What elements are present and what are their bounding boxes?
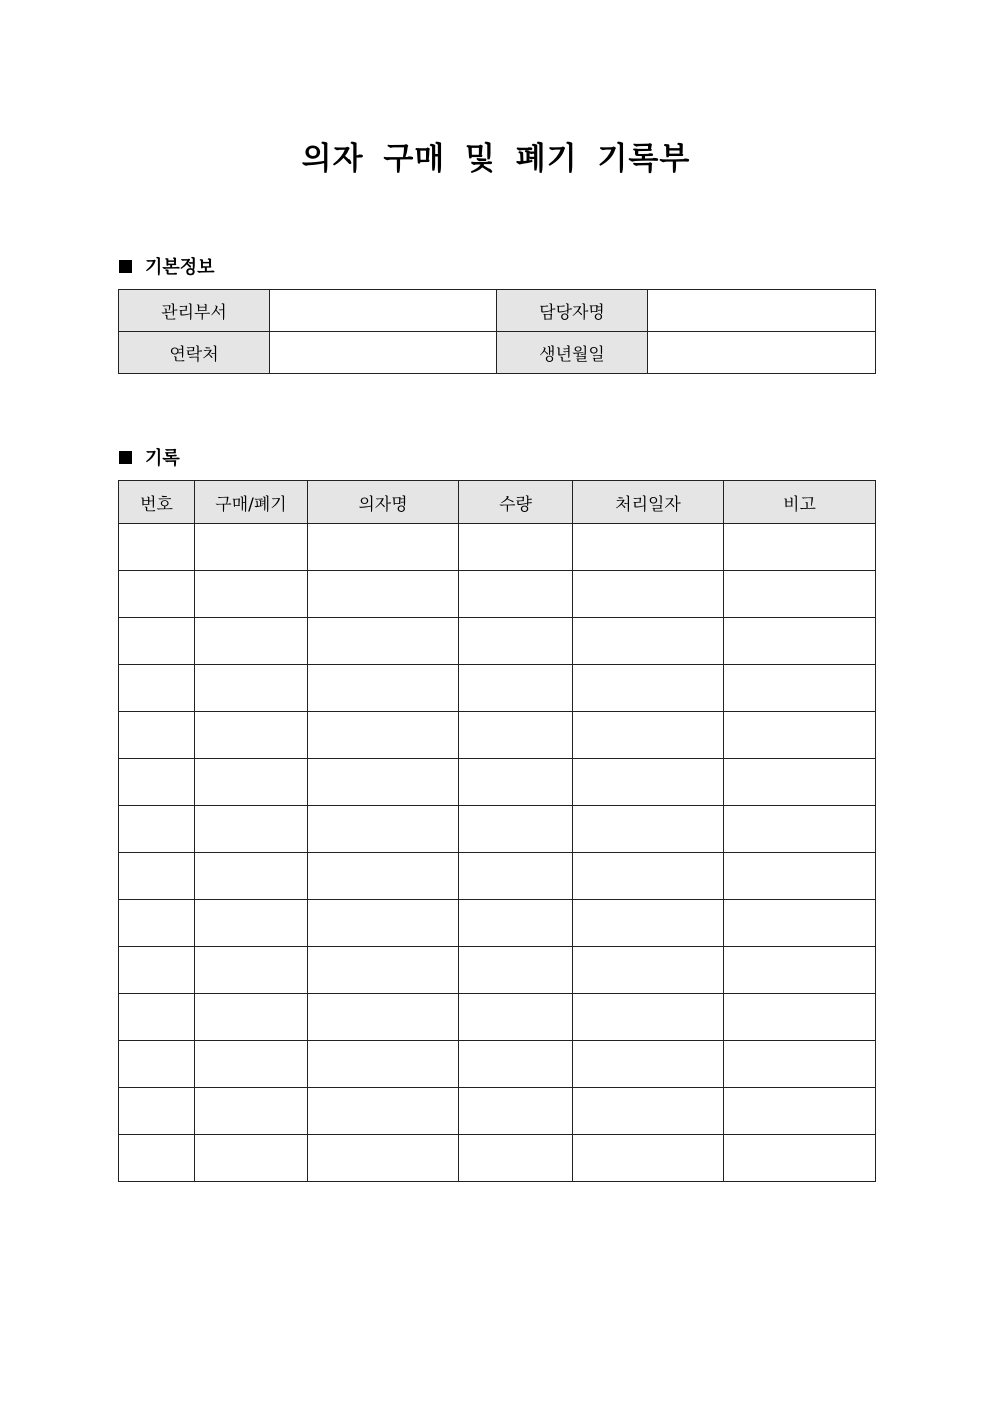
number-cell[interactable]	[119, 1088, 195, 1135]
chair-name-cell[interactable]	[308, 994, 459, 1041]
table-row	[119, 665, 876, 712]
contact-field[interactable]	[270, 332, 497, 374]
chair-name-cell[interactable]	[308, 1088, 459, 1135]
records-body	[119, 524, 876, 1182]
table-row	[119, 571, 876, 618]
column-header-chair-name: 의자명	[308, 481, 459, 524]
purchase-disposal-cell[interactable]	[195, 947, 308, 994]
number-cell[interactable]	[119, 1135, 195, 1182]
manager-field[interactable]	[648, 290, 876, 332]
purchase-disposal-cell[interactable]	[195, 759, 308, 806]
number-cell[interactable]	[119, 994, 195, 1041]
quantity-cell[interactable]	[459, 712, 573, 759]
table-row	[119, 712, 876, 759]
chair-name-cell[interactable]	[308, 712, 459, 759]
number-cell[interactable]	[119, 524, 195, 571]
remarks-cell[interactable]	[724, 994, 876, 1041]
quantity-cell[interactable]	[459, 1088, 573, 1135]
manager-label: 담당자명	[497, 290, 648, 332]
number-cell[interactable]	[119, 900, 195, 947]
purchase-disposal-cell[interactable]	[195, 994, 308, 1041]
process-date-cell[interactable]	[573, 524, 724, 571]
quantity-cell[interactable]	[459, 1135, 573, 1182]
records-heading-label: 기록	[145, 448, 180, 469]
quantity-cell[interactable]	[459, 994, 573, 1041]
remarks-cell[interactable]	[724, 665, 876, 712]
square-bullet-icon	[119, 451, 132, 464]
records-table	[118, 480, 876, 1182]
table-row	[119, 853, 876, 900]
process-date-cell[interactable]	[573, 1041, 724, 1088]
contact-label: 연락처	[119, 332, 270, 374]
quantity-cell[interactable]	[459, 806, 573, 853]
birthdate-field[interactable]	[648, 332, 876, 374]
process-date-cell[interactable]	[573, 1135, 724, 1182]
process-date-cell[interactable]	[573, 806, 724, 853]
page-title: 의자 구매 및 폐기 기록부	[301, 141, 691, 177]
table-row	[119, 900, 876, 947]
purchase-disposal-cell[interactable]	[195, 900, 308, 947]
basic-info-row	[119, 332, 876, 374]
process-date-cell[interactable]	[573, 1088, 724, 1135]
remarks-cell[interactable]	[724, 712, 876, 759]
number-cell[interactable]	[119, 712, 195, 759]
purchase-disposal-cell[interactable]	[195, 571, 308, 618]
purchase-disposal-cell[interactable]	[195, 1041, 308, 1088]
quantity-cell[interactable]	[459, 524, 573, 571]
quantity-cell[interactable]	[459, 665, 573, 712]
number-cell[interactable]	[119, 806, 195, 853]
number-cell[interactable]	[119, 853, 195, 900]
table-row	[119, 806, 876, 853]
basic-info-heading-label: 기본정보	[145, 257, 215, 278]
table-row	[119, 994, 876, 1041]
column-header-remarks: 비고	[724, 481, 876, 524]
remarks-cell[interactable]	[724, 806, 876, 853]
column-header-number: 번호	[119, 481, 195, 524]
process-date-cell[interactable]	[573, 712, 724, 759]
column-header-purchase-disposal: 구매/폐기	[195, 481, 308, 524]
basic-info-table	[118, 289, 876, 374]
remarks-cell[interactable]	[724, 1135, 876, 1182]
number-cell[interactable]	[119, 1041, 195, 1088]
remarks-cell[interactable]	[724, 618, 876, 665]
quantity-cell[interactable]	[459, 618, 573, 665]
remarks-cell[interactable]	[724, 900, 876, 947]
process-date-cell[interactable]	[573, 759, 724, 806]
chair-name-cell[interactable]	[308, 618, 459, 665]
chair-name-cell[interactable]	[308, 759, 459, 806]
number-cell[interactable]	[119, 571, 195, 618]
purchase-disposal-cell[interactable]	[195, 1135, 308, 1182]
basic-info-row	[119, 290, 876, 332]
process-date-cell[interactable]	[573, 571, 724, 618]
remarks-cell[interactable]	[724, 1088, 876, 1135]
purchase-disposal-cell[interactable]	[195, 524, 308, 571]
purchase-disposal-cell[interactable]	[195, 853, 308, 900]
quantity-cell[interactable]	[459, 571, 573, 618]
table-row	[119, 947, 876, 994]
department-label: 관리부서	[119, 290, 270, 332]
chair-name-cell[interactable]	[308, 571, 459, 618]
table-row	[119, 1041, 876, 1088]
quantity-cell[interactable]	[459, 853, 573, 900]
table-row	[119, 1088, 876, 1135]
records-heading	[119, 444, 180, 470]
birthdate-label: 생년월일	[497, 332, 648, 374]
process-date-cell[interactable]	[573, 853, 724, 900]
quantity-cell[interactable]	[459, 947, 573, 994]
column-header-quantity: 수량	[459, 481, 573, 524]
remarks-cell[interactable]	[724, 947, 876, 994]
process-date-cell[interactable]	[573, 618, 724, 665]
purchase-disposal-cell[interactable]	[195, 618, 308, 665]
process-date-cell[interactable]	[573, 947, 724, 994]
remarks-cell[interactable]	[724, 759, 876, 806]
process-date-cell[interactable]	[573, 994, 724, 1041]
remarks-cell[interactable]	[724, 853, 876, 900]
chair-name-cell[interactable]	[308, 853, 459, 900]
department-field[interactable]	[270, 290, 497, 332]
number-cell[interactable]	[119, 947, 195, 994]
remarks-cell[interactable]	[724, 524, 876, 571]
purchase-disposal-cell[interactable]	[195, 806, 308, 853]
remarks-cell[interactable]	[724, 1041, 876, 1088]
square-bullet-icon	[119, 260, 132, 273]
quantity-cell[interactable]	[459, 900, 573, 947]
quantity-cell[interactable]	[459, 1041, 573, 1088]
chair-name-cell[interactable]	[308, 947, 459, 994]
basic-info-heading	[119, 253, 215, 279]
chair-name-cell[interactable]	[308, 900, 459, 947]
number-cell[interactable]	[119, 759, 195, 806]
purchase-disposal-cell[interactable]	[195, 712, 308, 759]
records-header-row	[119, 481, 876, 524]
table-row	[119, 1135, 876, 1182]
quantity-cell[interactable]	[459, 759, 573, 806]
remarks-cell[interactable]	[724, 571, 876, 618]
process-date-cell[interactable]	[573, 900, 724, 947]
process-date-cell[interactable]	[573, 665, 724, 712]
table-row	[119, 618, 876, 665]
purchase-disposal-cell[interactable]	[195, 665, 308, 712]
chair-name-cell[interactable]	[308, 665, 459, 712]
chair-name-cell[interactable]	[308, 1135, 459, 1182]
chair-name-cell[interactable]	[308, 1041, 459, 1088]
purchase-disposal-cell[interactable]	[195, 1088, 308, 1135]
table-row	[119, 759, 876, 806]
table-row	[119, 524, 876, 571]
chair-name-cell[interactable]	[308, 806, 459, 853]
chair-name-cell[interactable]	[308, 524, 459, 571]
number-cell[interactable]	[119, 665, 195, 712]
number-cell[interactable]	[119, 618, 195, 665]
column-header-process-date: 처리일자	[573, 481, 724, 524]
